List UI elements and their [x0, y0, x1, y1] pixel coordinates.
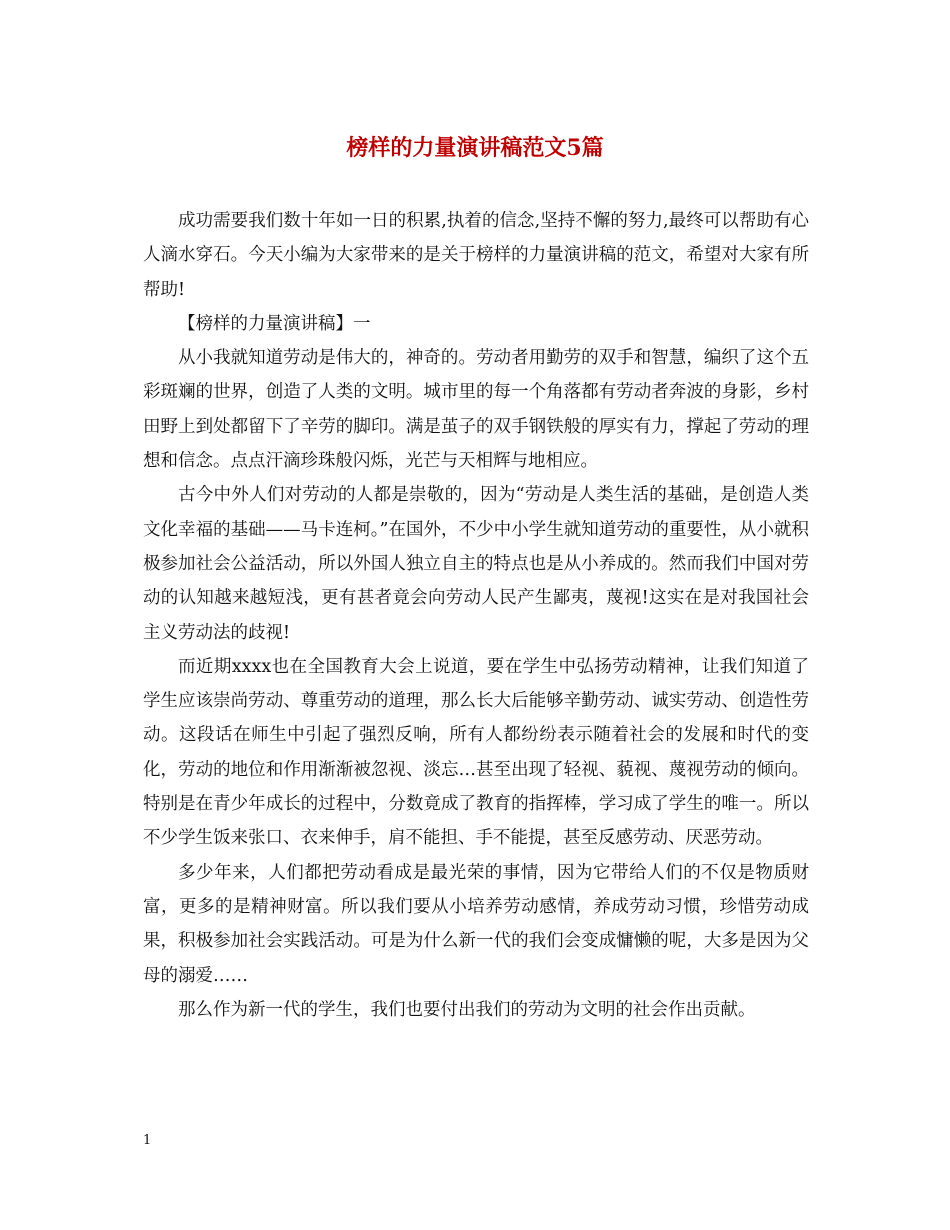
- body-paragraph-5: 那么作为新一代的学生，我们也要付出我们的劳动为文明的社会作出贡献。: [178, 999, 756, 1020]
- body-paragraph-2: 古今中外人们对劳动的人都是崇敬的，因为“劳动是人类生活的基础，是创造人类文化幸福的基础——马卡连柯。”在国外，不少中小学生就知道劳动的重要性，从小就积极参加社会公益活动，所以外国人独立自主的特点也是从小养成的。然而我们中国对劳动的认知越来越短浅，更有甚者竟会向劳动人民产生鄙夷，蔑视!这实在是对我国社会主义劳动法的歧视!: [143, 485, 809, 643]
- page-number: 1: [143, 1133, 152, 1148]
- document-title: 榜样的力量演讲稿范文5篇: [346, 135, 604, 161]
- body-paragraph-4: 多少年来，人们都把劳动看成是最光荣的事情，因为它带给人们的不仅是物质财富，更多的是精神财富。所以我们要从小培养劳动感情，养成劳动习惯，珍惜劳动成果，积极参加社会实践活动。可是为什么新一代的我们会变成慵懒的呢，大多是因为父母的溺爱……: [143, 862, 809, 986]
- body-paragraph-3: 而近期xxxx也在全国教育大会上说道，要在学生中弘扬劳动精神，让我们知道了学生应该崇尚劳动、尊重劳动的道理，那么长大后能够辛勤劳动、诚实劳动、创造性劳动。这段话在师生中引起了强烈反响，所有人都纷纷表示随着社会的发展和时代的变化，劳动的地位和作用渐渐被忽视、淡忘…甚至出现了轻视、藐视、蔑视劳动的倾向。特别是在青少年成长的过程中，分数竟成了教育的指挥棒，学习成了学生的唯一。所以不少学生饭来张口、衣来伸手，肩不能担、手不能提，甚至反感劳动、厌恶劳动。: [143, 656, 809, 849]
- section-heading: 【榜样的力量演讲稿】一: [178, 313, 371, 334]
- body-paragraph-1: 从小我就知道劳动是伟大的，神奇的。劳动者用勤劳的双手和智慧，编织了这个五彩斑斓的世界，创造了人类的文明。城市里的每一个角落都有劳动者奔波的身影，乡村田野上到处都留下了辛劳的脚印。满是茧子的双手钢铁般的厚实有力，撑起了劳动的理想和信念。点点汗滴珍珠般闪烁，光芒与天相辉与地相应。: [143, 348, 809, 472]
- intro-paragraph: 成功需要我们数十年如一日的积累,执着的信念,坚持不懈的努力,最终可以帮助有心人滴水穿石。今天小编为大家带来的是关于榜样的力量演讲稿的范文，希望对大家有所帮助!: [143, 211, 809, 300]
- document-body: [143, 204, 809, 1027]
